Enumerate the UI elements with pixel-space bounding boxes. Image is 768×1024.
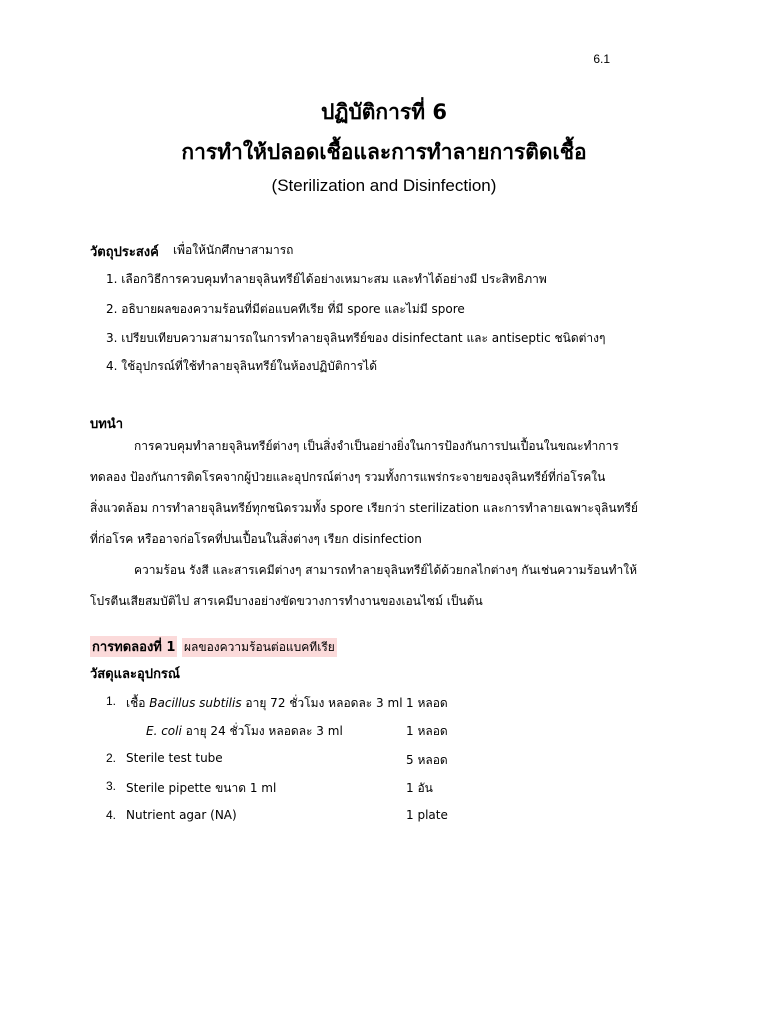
paragraph-line: สิ่งแวดล้อม การทำลายจุลินทรีย์ทุกชนิดรวมทั้ง spore เรียกว่า sterilization และการทำลายเฉพาะจุลินทรีย์ xyxy=(90,501,638,515)
page-subtitle-english: (Sterilization and Disinfection) xyxy=(271,176,497,195)
objective-item: 1. เลือกวิธีการควบคุมทำลายจุลินทรีย์ได้อย่างเหมาะสม และทำได้อย่างมี ประสิทธิภาพ xyxy=(106,272,547,286)
material-prefix: เชื้อ xyxy=(126,696,150,710)
introduction-paragraph-1 xyxy=(90,431,680,555)
material-number: 3. xyxy=(106,779,117,793)
paragraph-line: โปรตีนเสียสมบัติไป สารเคมีบางอย่างขัดขวางการทำงานของเอนไซม์ เป็นต้น xyxy=(90,594,483,608)
material-quantity: 1 หลอด xyxy=(406,696,448,710)
materials-heading: วัสดุและอุปกรณ์ xyxy=(90,667,180,682)
experiment-subtitle: ผลของความร้อนต่อแบคทีเรีย xyxy=(182,638,337,657)
objectives-intro: เพื่อให้นักศึกษาสามารถ xyxy=(173,243,294,257)
experiment-heading: การทดลองที่ 1 xyxy=(90,636,177,657)
material-quantity: 1 plate xyxy=(406,808,448,822)
objective-item: 2. อธิบายผลของความร้อนที่มีต่อแบคทีเรีย ที่มี spore และไม่มี spore xyxy=(106,302,465,316)
material-quantity: 1 อัน xyxy=(406,781,433,795)
paragraph-line: ความร้อน รังสี และสารเคมีต่างๆ สามารถทำลายจุลินทรีย์ได้ด้วยกลไกต่างๆ กันเช่นความร้อนทำให้ xyxy=(134,563,637,577)
material-quantity: 5 หลอด xyxy=(406,753,448,767)
material-number: 4. xyxy=(106,808,117,822)
paragraph-line: การควบคุมทำลายจุลินทรีย์ต่างๆ เป็นสิ่งจำเป็นอย่างยิ่งในการป้องกันการปนเปื้อนในขณะทำการ xyxy=(134,439,619,453)
page-number: 6.1 xyxy=(593,52,610,66)
objective-item: 4. ใช้อุปกรณ์ที่ใช้ทำลายจุลินทรีย์ในห้องปฏิบัติการได้ xyxy=(106,359,377,373)
material-name: Sterile pipette ขนาด 1 ml xyxy=(126,781,277,795)
material-name: Nutrient agar (NA) xyxy=(126,808,237,822)
page-subtitle-thai: การทำให้ปลอดเชื้อและการทำลายการติดเชื้อ xyxy=(181,140,587,164)
material-name: Sterile test tube xyxy=(126,751,223,765)
page-title: ปฏิบัติการที่ 6 xyxy=(321,100,447,124)
material-number: 1. xyxy=(106,694,117,708)
material-name xyxy=(146,722,343,741)
objective-item: 3. เปรียบเทียบความสามารถในการทำลายจุลินทรีย์ของ disinfectant และ antiseptic ชนิดต่างๆ xyxy=(106,331,606,345)
introduction-paragraph-2 xyxy=(90,555,680,617)
material-name xyxy=(126,694,403,713)
paragraph-line: ที่ก่อโรค หรืออาจก่อโรคที่ปนเปื้อนในสิ่งต่างๆ เรียก disinfection xyxy=(90,532,422,546)
material-detail: อายุ 72 ชั่วโมง หลอดละ 3 ml xyxy=(241,696,403,710)
organism-name: Bacillus subtilis xyxy=(149,696,242,710)
introduction-heading: บทนำ xyxy=(90,417,124,432)
material-detail: อายุ 24 ชั่วโมง หลอดละ 3 ml xyxy=(181,724,343,738)
objectives-heading: วัตถุประสงค์ xyxy=(90,245,159,260)
material-number: 2. xyxy=(106,751,117,765)
paragraph-line: ทดลอง ป้องกันการติดโรคจากผู้ป่วยและอุปกรณ์ต่างๆ รวมทั้งการแพร่กระจายของจุลินทรีย์ที่ก่อโรคใน xyxy=(90,470,606,484)
material-quantity: 1 หลอด xyxy=(406,724,448,738)
organism-name: E. coli xyxy=(146,724,182,738)
